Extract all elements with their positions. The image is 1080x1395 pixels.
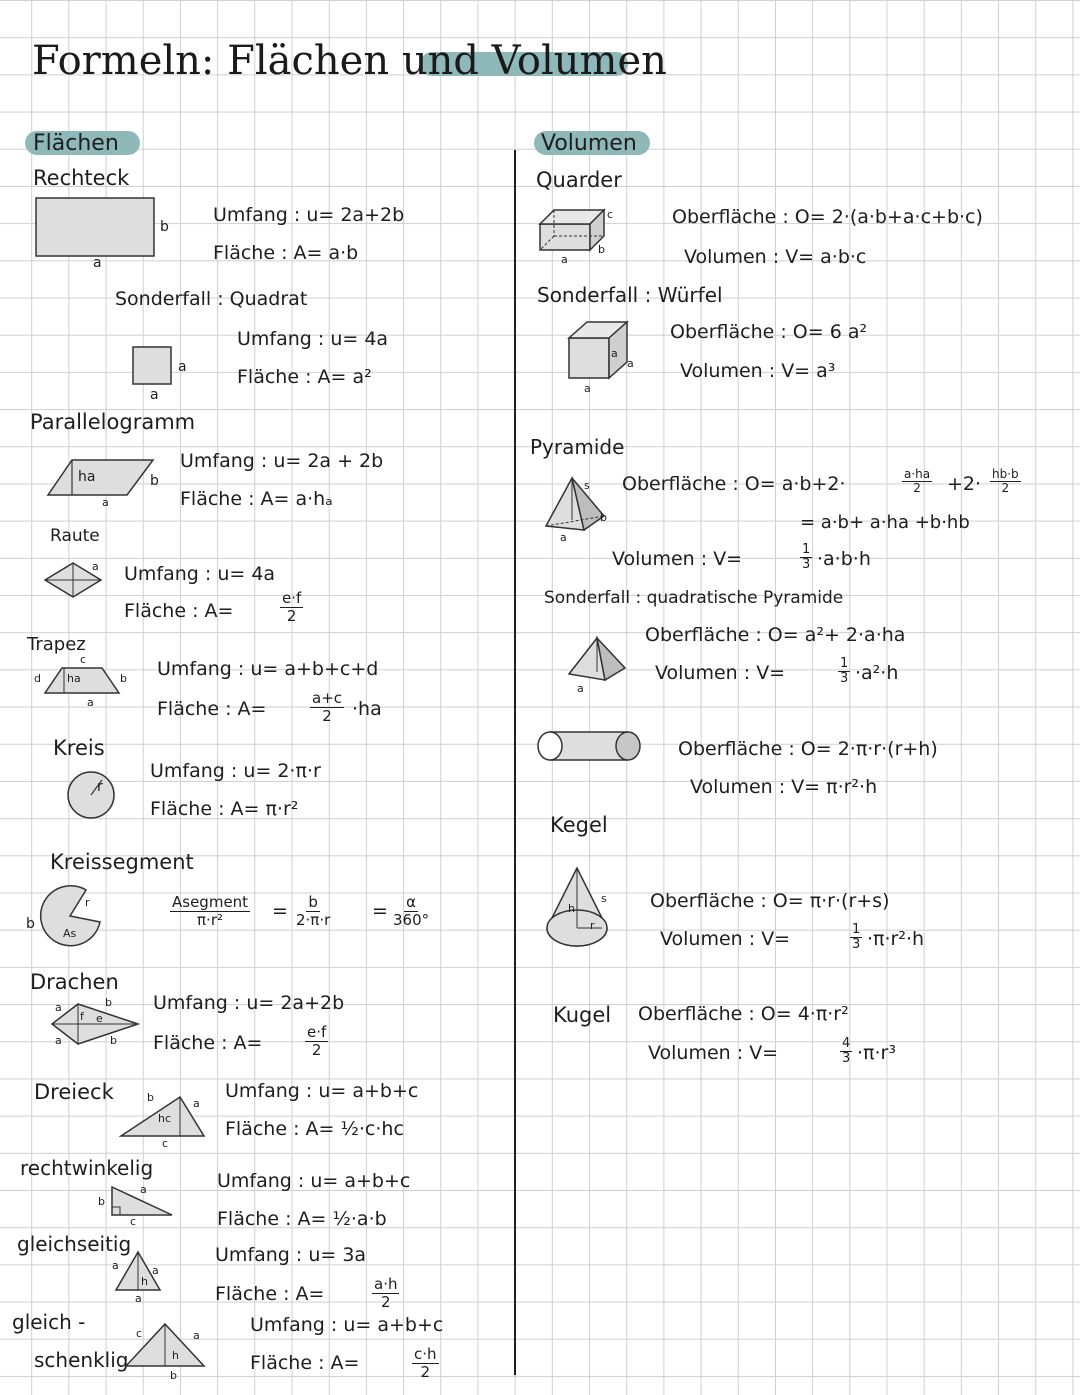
drachen-label-e: e [96, 1012, 103, 1025]
rechtwinkelig-title: rechtwinkelig [20, 1156, 154, 1180]
kegel-v-numerator: 1 [852, 922, 861, 937]
trapez-label-d: d [34, 672, 41, 685]
quader-label-b: b [598, 243, 605, 256]
pyramide-f1-denominator: 2 [913, 481, 921, 496]
dreieck-label-hc: hc [158, 1112, 172, 1125]
kugel-title: Kugel [553, 1003, 612, 1027]
flaechen-heading: Flächen [33, 131, 119, 156]
drachen-flaeche-prefix: Fläche : A= [153, 1032, 263, 1054]
pyramide-oberflaeche-line2: = a·b+ a·ha +b·hb [800, 512, 970, 533]
kugel-oberflaeche: Oberfläche : O= 4·π·r² [638, 1003, 849, 1025]
parallelogramm-flaeche: Fläche : A= a·hₐ [180, 488, 333, 510]
quadrat-label-a-side: a [178, 359, 187, 375]
gleichschenklig-fraction-denominator: 2 [420, 1362, 431, 1381]
dreieck-label-c: c [162, 1137, 169, 1150]
kegel-label-s: s [601, 892, 607, 905]
column-divider [514, 150, 516, 1375]
quadr-pyramide-v-numerator: 1 [840, 656, 849, 671]
quadr-pyramide-v-denominator: 3 [840, 671, 849, 687]
wuerfel-label-a-side: a [627, 357, 634, 370]
drachen-fraction-denominator: 2 [311, 1040, 322, 1059]
kreissegment-equals-1: = [272, 900, 288, 922]
quader-oberflaeche: Oberfläche : O= 2·(a·b+a·c+b·c) [672, 206, 983, 228]
kugel-v-denominator: 3 [842, 1051, 851, 1067]
trapez-flaeche-fraction [310, 690, 344, 724]
pyramide-fraction-1 [902, 468, 932, 495]
raute-flaeche-fraction [280, 590, 303, 624]
parallelogramm-label-a: a [102, 496, 109, 509]
wuerfel-sketch [567, 320, 629, 380]
wuerfel-title: Sonderfall : Würfel [537, 283, 723, 307]
drachen-fraction-numerator: e·f [307, 1023, 327, 1041]
kegel-v-denominator: 3 [852, 937, 861, 953]
rechteck-umfang: Umfang : u= 2a+2b [213, 204, 405, 226]
kegel-sketch [544, 866, 610, 950]
gleichseitig-fraction-numerator: a·h [374, 1275, 398, 1293]
drachen-sketch [50, 1002, 140, 1046]
quader-volumen: Volumen : V= a·b·c [684, 246, 867, 268]
trapez-umfang: Umfang : u= a+b+c+d [157, 658, 379, 680]
kegel-volumen-suffix: ·π·r²·h [867, 928, 925, 950]
pyramide-label-b: b [600, 511, 607, 524]
quadr-pyramide-title: Sonderfall : quadratische Pyramide [544, 588, 844, 608]
trapez-label-ha: ha [67, 672, 81, 685]
quadrat-title: Sonderfall : Quadrat [115, 288, 308, 310]
pyramide-sketch [544, 476, 606, 532]
rechtwinkelig-label-a: a [140, 1183, 147, 1196]
quadr-pyramide-volumen-prefix: Volumen : V= [655, 662, 786, 684]
drachen-flaeche-fraction [305, 1024, 328, 1058]
gleichschenklig-label-h: h [172, 1349, 179, 1362]
kreissegment-sketch [38, 884, 104, 950]
drachen-label-a-bottom: a [55, 1034, 62, 1047]
quadrat-sketch [133, 347, 173, 387]
pyramide-f2-denominator: 2 [1001, 481, 1010, 496]
trapez-flaeche-prefix: Fläche : A= [157, 698, 267, 720]
drachen-umfang: Umfang : u= 2a+2b [153, 992, 345, 1014]
kreissegment-f2-numerator: b [308, 893, 318, 911]
gleichseitig-label-a-left: a [112, 1259, 119, 1272]
quader-title: Quarder [536, 168, 622, 192]
kegel-oberflaeche: Oberfläche : O= π·r·(r+s) [650, 890, 890, 912]
gleichseitig-umfang: Umfang : u= 3a [215, 1244, 367, 1266]
wuerfel-volumen: Volumen : V= a³ [680, 360, 836, 382]
gleichschenklig-umfang: Umfang : u= a+b+c [250, 1314, 444, 1336]
parallelogramm-sketch [47, 458, 157, 498]
kegel-volumen-prefix: Volumen : V= [660, 928, 791, 950]
kegel-label-h: h [568, 902, 575, 915]
pyramide-oberflaeche-middle: +2· [947, 473, 982, 495]
trapez-fraction-numerator: a+c [312, 689, 343, 707]
pyramide-title: Pyramide [530, 435, 625, 459]
kreissegment-fraction-2 [296, 894, 330, 928]
dreieck-label-b: b [147, 1091, 154, 1104]
raute-umfang: Umfang : u= 4a [124, 563, 276, 585]
gleichseitig-label-h: h [141, 1275, 148, 1288]
zylinder-oberflaeche: Oberfläche : O= 2·π·r·(r+h) [678, 738, 938, 760]
raute-label-a: a [92, 560, 99, 573]
volumen-heading: Volumen [541, 131, 637, 156]
trapez-label-b: b [120, 672, 127, 685]
pyramide-f1-numerator: a·ha [904, 467, 931, 481]
quader-label-c: c [607, 208, 614, 221]
gleichschenklig-flaeche-fraction [412, 1346, 439, 1380]
trapez-fraction-denominator: 2 [322, 706, 332, 725]
gleichschenklig-flaeche-prefix: Fläche : A= [250, 1352, 360, 1374]
rechteck-flaeche: Fläche : A= a·b [213, 242, 359, 264]
kreissegment-f3-numerator: α [406, 893, 417, 911]
trapez-label-c: c [80, 653, 87, 666]
pyramide-label-s: s [584, 479, 590, 492]
kugel-volumen-suffix: ·π·r³ [857, 1042, 896, 1064]
kreissegment-f3-denominator: 360° [393, 910, 430, 929]
drachen-label-a-top: a [55, 1001, 62, 1014]
kegel-volumen-fraction [850, 923, 862, 953]
kugel-volumen-prefix: Volumen : V= [648, 1042, 779, 1064]
pyramide-v-denominator: 3 [802, 557, 811, 573]
trapez-label-a: a [87, 696, 94, 709]
gleichseitig-label-a-right: a [152, 1264, 159, 1277]
pyramide-label-a: a [560, 531, 567, 544]
raute-fraction-denominator: 2 [286, 606, 297, 625]
zylinder-sketch [536, 730, 642, 762]
pyramide-f2-numerator: hb·b [992, 467, 1019, 481]
gleichschenklig-title-line1: gleich - [12, 1310, 86, 1334]
wuerfel-label-a-face: a [611, 347, 618, 360]
kegel-title: Kegel [550, 813, 608, 837]
kreissegment-fraction-1 [170, 894, 250, 928]
raute-fraction-numerator: e·f [282, 589, 302, 607]
rechtwinkelig-label-b: b [98, 1195, 105, 1208]
rechteck-title: Rechteck [33, 166, 130, 190]
parallelogramm-umfang: Umfang : u= 2a + 2b [180, 450, 384, 472]
quadr-pyramide-sketch [567, 636, 627, 682]
raute-flaeche-prefix: Fläche : A= [124, 600, 234, 622]
dreieck-title: Dreieck [34, 1080, 114, 1104]
parallelogramm-label-b: b [150, 473, 159, 489]
gleichseitig-fraction-denominator: 2 [380, 1292, 391, 1311]
rechteck-label-a: a [93, 255, 102, 271]
pyramide-volumen-prefix: Volumen : V= [612, 548, 743, 570]
drachen-label-b-top: b [105, 996, 112, 1009]
page-title: Formeln: Flächen und Volumen [32, 38, 667, 84]
kreissegment-title: Kreissegment [50, 850, 194, 874]
gleichschenklig-label-a: a [193, 1329, 200, 1342]
dreieck-umfang: Umfang : u= a+b+c [225, 1080, 419, 1102]
kugel-volumen-fraction [840, 1037, 852, 1067]
quadr-pyramide-volumen-suffix: ·a²·h [855, 662, 899, 684]
pyramide-oberflaeche-prefix: Oberfläche : O= a·b+2· [622, 473, 846, 495]
gleichseitig-flaeche-prefix: Fläche : A= [215, 1283, 325, 1305]
kreis-flaeche: Fläche : A= π·r² [150, 798, 299, 820]
quadrat-label-a-bottom: a [150, 387, 159, 403]
parallelogramm-label-ha: ha [78, 469, 96, 485]
gleichschenklig-title-line2: schenklig [34, 1348, 129, 1372]
trapez-sketch [44, 666, 120, 696]
kreissegment-f2-denominator: 2·π·r [296, 910, 331, 929]
parallelogramm-title: Parallelogramm [30, 410, 196, 434]
rechteck-sketch [36, 198, 156, 258]
rechtwinkelig-umfang: Umfang : u= a+b+c [217, 1170, 411, 1192]
kreissegment-label-b: b [26, 916, 35, 932]
kreissegment-label-as: As [63, 927, 77, 940]
gleichseitig-label-a-bottom: a [135, 1292, 142, 1305]
quadr-pyramide-label-a: a [577, 682, 584, 695]
pyramide-volumen-fraction [800, 543, 812, 573]
quader-label-a: a [561, 253, 568, 266]
kreis-sketch [66, 770, 116, 820]
dreieck-label-a: a [193, 1097, 200, 1110]
kreissegment-f1-numerator: Asegment [172, 893, 249, 911]
wuerfel-label-a-bottom: a [584, 382, 591, 395]
kreis-umfang: Umfang : u= 2·π·r [150, 760, 321, 782]
drachen-label-b-bottom: b [110, 1034, 117, 1047]
drachen-title: Drachen [30, 970, 119, 994]
trapez-title: Trapez [27, 634, 86, 655]
trapez-flaeche-suffix: ·ha [352, 698, 382, 720]
gleichschenklig-label-c: c [136, 1327, 143, 1340]
pyramide-v-numerator: 1 [802, 542, 811, 557]
rechtwinkelig-label-c: c [130, 1215, 137, 1228]
kreissegment-label-r: r [85, 896, 90, 909]
kreissegment-fraction-3 [393, 894, 429, 928]
dreieck-flaeche: Fläche : A= ½·c·hc [225, 1118, 404, 1140]
kugel-v-numerator: 4 [842, 1036, 851, 1051]
wuerfel-oberflaeche: Oberfläche : O= 6 a² [670, 321, 868, 343]
kreis-title: Kreis [53, 736, 105, 760]
gleichseitig-title: gleichseitig [17, 1232, 132, 1256]
quadr-pyramide-volumen-fraction [838, 657, 850, 687]
quadrat-flaeche: Fläche : A= a² [237, 366, 372, 388]
raute-title: Raute [50, 526, 100, 546]
gleichschenklig-fraction-numerator: c·h [414, 1345, 437, 1363]
gleichseitig-flaeche-fraction [372, 1276, 399, 1310]
quadrat-umfang: Umfang : u= 4a [237, 328, 389, 350]
quadr-pyramide-oberflaeche: Oberfläche : O= a²+ 2·a·ha [645, 624, 906, 646]
kreis-label-r: r [97, 779, 103, 795]
pyramide-fraction-2 [990, 468, 1021, 495]
rechtwinkelig-flaeche: Fläche : A= ½·a·b [217, 1208, 387, 1230]
kreissegment-f1-denominator: π·r² [197, 910, 224, 929]
kegel-label-r: r [590, 919, 595, 932]
gleichschenklig-label-b: b [170, 1369, 177, 1382]
drachen-label-f: f [80, 1010, 84, 1023]
zylinder-volumen: Volumen : V= π·r²·h [690, 776, 878, 798]
rechteck-label-b: b [160, 219, 169, 235]
pyramide-volumen-suffix: ·a·b·h [817, 548, 871, 570]
kreissegment-equals-2: = [372, 900, 388, 922]
